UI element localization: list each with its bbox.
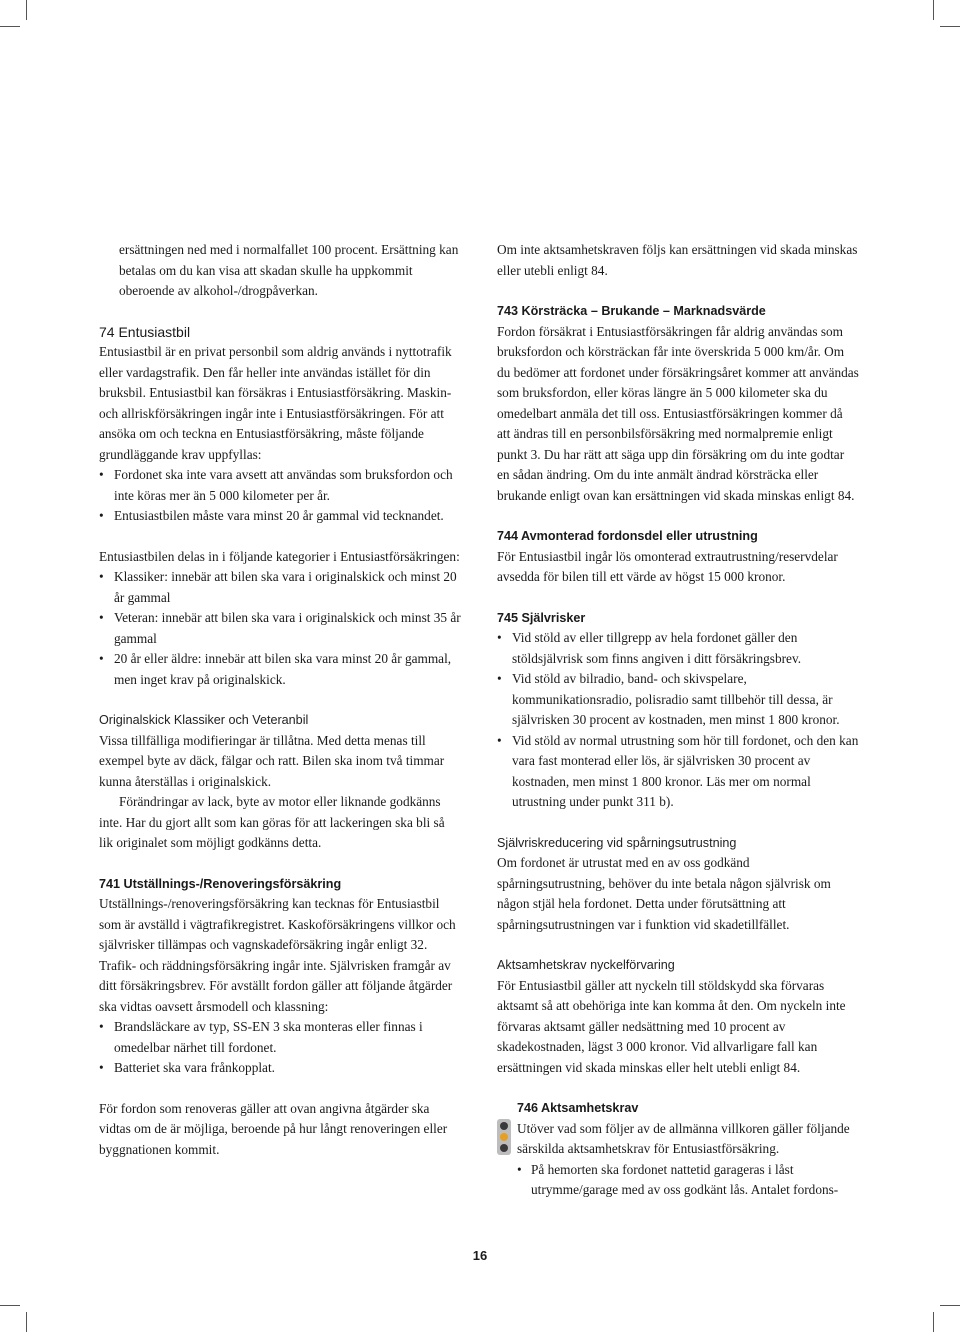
intro-paragraph: ersättningen ned med i normalfallet 100 procent. Ersättning kan betalas om du kan visa att skadan skulle ha uppkommit oberoende av alkohol-/drogpåverkan. — [119, 242, 459, 298]
heading-741: 741 Utställnings-/Renoveringsförsäkring — [99, 876, 342, 891]
crop-mark — [940, 26, 960, 27]
list-item: • Entusiastbilen måste vara minst 20 år gammal vid tecknandet. — [99, 506, 461, 527]
paragraph-74: Entusiastbil är en privat personbil som aldrig används i nyttotrafik eller vardagstrafik. Den får heller inte användas istället för din bruksbil. Entusiastbil kan försäkras i Entusiastförsäkring. Maskin- och allriskförsäkringen ingår inte i Entusiastförsäkringen. För att ansöka om och teckna en Entusiastförsäkring, måste följande grundläggande krav uppfyllas: — [99, 344, 452, 462]
paragraph-741: Utställnings-/renoveringsförsäkring kan tecknas för Entusiastbil som är avställd i vägtrafikregistret. Kaskoförsäkringens villkor och självrisker tillämpas och vagnskadeförsäkring ingår enligt 32. Trafik- och räddningsförsäkring ingår inte. Självrisken framgår av ditt försäkringsbrev. För avställt fordon gäller att följande åtgärder ska vidtas oavsett årsmodell och klassning: — [99, 896, 456, 1014]
list-item: • Klassiker: innebär att bilen ska vara i originalskick och minst 20 år gammal — [99, 567, 461, 608]
paragraph-sparning: Om fordonet är utrustat med en av oss godkänd spårningsutrustning, behöver du inte betala någon självrisk om någon stjäl hela fordonet. Detta under förutsättning att spårningsutrustningen var i funktion vid skadetillfället. — [497, 855, 831, 932]
list-item: • Veteran: innebär att bilen ska vara i originalskick och minst 35 år gammal — [99, 608, 461, 649]
paragraph-originalskick-1: Vissa tillfälliga modifieringar är tillåtna. Med detta menas till exempel byte av däck, fälgar och ratt. Bilen ska inom två timmar kunna återställas i originalskick. — [99, 732, 445, 789]
aktsamhet-list — [517, 1160, 859, 1201]
list-item: • Fordonet ska inte vara avsett att användas som bruksfordon och inte köras mer än 5 000 kilometer per år. — [99, 465, 461, 506]
categories-list — [99, 567, 461, 690]
page-number: 16 — [472, 1248, 488, 1263]
aktsamhetskrav-block — [497, 1098, 859, 1201]
heading-746: 746 Aktsamhetskrav — [517, 1101, 639, 1115]
crop-mark — [26, 1312, 27, 1332]
paragraph-aktsamhet-intro: Om inte aktsamhetskraven följs kan ersättningen vid skada minskas eller utebli enligt 84. — [497, 242, 858, 278]
crop-mark — [0, 1305, 20, 1306]
crop-mark — [0, 26, 20, 27]
heading-originalskick: Originalskick Klassiker och Veteranbil — [99, 713, 309, 727]
requirements-list — [99, 465, 461, 527]
categories-intro: Entusiastbilen delas in i följande kategorier i Entusiastförsäkringen: — [99, 548, 460, 564]
paragraph-744: För Entusiastbil ingår lös omonterad extrautrustning/reservdelar avsedda för bilen till ett värde av högst 15 000 kronor. — [497, 548, 838, 584]
list-item: • 20 år eller äldre: innebär att bilen ska vara minst 20 år gammal, men inget krav på originalskick. — [99, 649, 461, 690]
crop-mark — [933, 0, 934, 20]
paragraph-743: Fordon försäkrat i Entusiastförsäkringen får aldrig användas som bruksfordon och körsträckan får inte överskrida 5 000 km/år. Om du bedömer att fordonet under försäkringsåret kommer att användas som bruksfordon, eller köras längre än 5 000 kilometer ska du omedelbart anmäla det till oss. Entusiastförsäkringen kommer då att ändras till en personbilsförsäkring med normalpremie enligt punkt 3. Du har rätt att säga upp din försäkring om du inte godtar en sådan ändring. Om du inte anmält ändrad körsträcka eller brukande enligt ovan kan ersättningen vid skada minskas enligt 84. — [497, 323, 859, 503]
list-item: • Vid stöld av bilradio, band- och skivspelare, kommunikationsradio, polisradio samt tillbehör till dessa, är självrisken 30 procent av kostnaden, men minst 1 800 kronor. — [497, 669, 859, 731]
list-item: • På hemorten ska fordonet nattetid garageras i låst utrymme/garage med av oss godkänt lås. Antalet fordons- — [517, 1160, 859, 1201]
paragraph-nyckel: För Entusiastbil gäller att nyckeln till stöldskydd ska förvaras aktsamt så att obehöriga inte kan komma åt den. Om nyckeln inte förvaras aktsamt gäller nedsättning med 10 procent av skadekostnaden, lägst 3 000 kronor. Vid allvarligare fall kan ersättningen vid skada minskas eller helt utebli enligt 84. — [497, 977, 846, 1075]
crop-mark — [933, 1312, 934, 1332]
measures-list — [99, 1017, 461, 1079]
traffic-light-icon — [497, 1119, 511, 1155]
list-item: • Vid stöld av eller tillgrepp av hela fordonet gäller den stöldsjälvrisk som finns angiven i ditt försäkringsbrev. — [497, 628, 859, 669]
left-column — [99, 240, 461, 1160]
heading-745: 745 Självrisker — [497, 610, 586, 625]
sjalvrisker-list — [497, 628, 859, 813]
crop-mark — [940, 1305, 960, 1306]
paragraph-originalskick-2: Förändringar av lack, byte av motor eller liknande godkänns inte. Har du gjort allt som kan göras för att lackeringen ska bli så lik originalet som möjligt godkänns detta. — [99, 794, 445, 850]
list-item: • Vid stöld av normal utrustning som hör till fordonet, och den kan vara fast monterad eller lös, är självrisken 30 procent av kostnaden, men minst 1 800 kronor. Läs mer om normal utrustning under punkt 311 b). — [497, 731, 859, 813]
paragraph-746: Utöver vad som följer av de allmänna villkoren gäller följande särskilda aktsamhetskrav för Entusiastförsäkring. — [517, 1120, 850, 1156]
crop-mark — [26, 0, 27, 20]
heading-nyckel: Aktsamhetskrav nyckelförvaring — [497, 958, 675, 972]
right-column — [497, 240, 859, 1201]
heading-744: 744 Avmonterad fordonsdel eller utrustning — [497, 529, 758, 543]
paragraph-renovering: För fordon som renoveras gäller att ovan angivna åtgärder ska vidtas om de är möjliga, beroende på hur långt renoveringen eller byggnationen kommit. — [99, 1100, 448, 1157]
heading-sparning: Självriskreducering vid spårningsutrustning — [497, 835, 737, 850]
list-item: • Batteriet ska vara frånkopplat. — [99, 1058, 461, 1079]
heading-74: 74 Entusiastbil — [99, 323, 191, 340]
heading-743: 743 Körsträcka – Brukande – Marknadsvärde — [497, 304, 766, 318]
list-item: • Brandsläckare av typ, SS-EN 3 ska monteras eller finnas i omedelbar närhet till fordonet. — [99, 1017, 461, 1058]
